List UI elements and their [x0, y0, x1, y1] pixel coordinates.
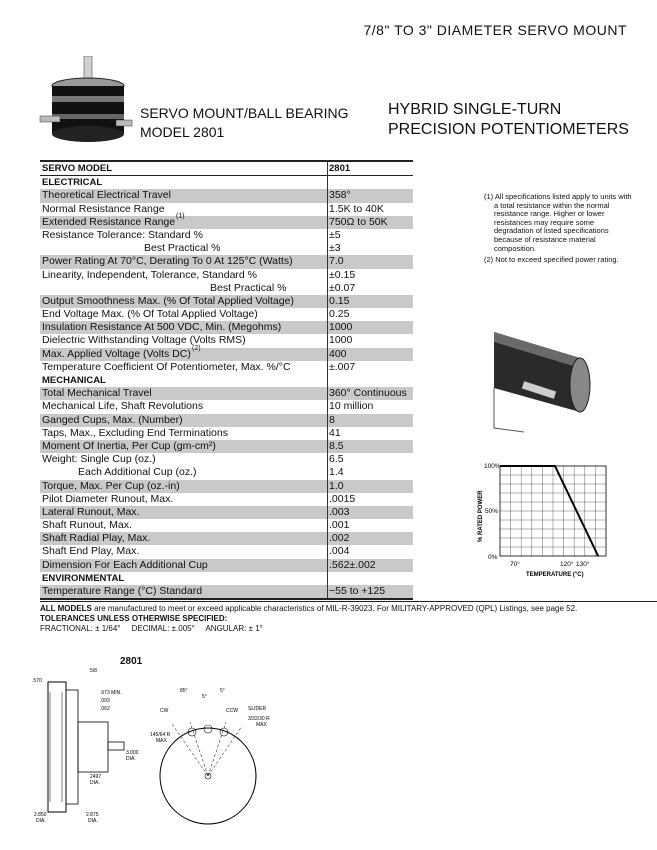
- table-row: [40, 229, 413, 242]
- dim-673: .673 MIN.: [100, 690, 122, 696]
- graph-y-tick-50: 50%: [485, 508, 499, 515]
- tolerance-notes: [40, 604, 640, 634]
- row-label: Insulation Resistance At 500 VDC, Min. (Megohms): [42, 321, 282, 334]
- angle-5b: 5°: [220, 688, 225, 694]
- table-row: [40, 400, 413, 413]
- row-value: .562±.002: [329, 558, 376, 571]
- table-row: [40, 189, 413, 202]
- derating-graph: [470, 458, 610, 580]
- row-label: Each Additional Cup (oz.): [78, 466, 197, 479]
- tolerances-heading: TOLERANCES UNLESS OTHERWISE SPECIFIED:: [40, 614, 228, 623]
- row-value: 0.15: [329, 294, 350, 307]
- row-value: −55 to +125: [329, 585, 386, 597]
- all-models-text: are manufactured to meet or exceed applicable characteristics of MIL-R-39023. For MILITARY-APPROVED (QPL) Listings, see page 52.: [91, 604, 578, 613]
- row-value: 10 million: [329, 400, 374, 413]
- dim-3000-dia: DIA.: [126, 756, 136, 762]
- row-value: .001: [329, 519, 350, 532]
- row-value: 1000: [329, 334, 353, 347]
- dim-3000: 3.000: [126, 750, 139, 756]
- col-model-header: SERVO MODEL: [42, 163, 113, 174]
- row-label: Output Smoothness Max. (% Of Total Applied Voltage): [42, 294, 294, 307]
- table-row: [40, 282, 413, 295]
- table-row: [40, 361, 413, 374]
- dim-2875: 2.875: [86, 812, 99, 818]
- tolerance-fractional: FRACTIONAL: ± 1/64°: [40, 624, 121, 633]
- footnote-2: (2) Not to exceed specified power rating.: [484, 255, 619, 265]
- drawing-model-label: 2801: [120, 656, 143, 667]
- table-row: [40, 506, 413, 519]
- dim-570: .570: [32, 678, 42, 684]
- table-header-row: [40, 160, 413, 176]
- product-photo: [36, 56, 136, 148]
- row-label: End Voltage Max. (% Of Total Applied Voltage): [42, 308, 258, 321]
- row-label: ELECTRICAL: [42, 177, 103, 189]
- spec-rows: [40, 176, 413, 598]
- all-models-note: [40, 604, 640, 614]
- table-row: [40, 414, 413, 427]
- label-radius-2: 145/64 R: [150, 732, 171, 738]
- label-radius-1: 3/32/30 R: [248, 716, 270, 722]
- graph-y-label: % RATED POWER: [478, 490, 484, 542]
- table-row: [40, 545, 413, 558]
- table-row: [40, 585, 413, 598]
- table-row: [40, 269, 413, 282]
- row-value: 8: [329, 413, 335, 426]
- table-row: Extended Resistance Range (1) 750Ω to 50K: [40, 216, 413, 229]
- table-row: [40, 453, 413, 466]
- table-row: [40, 321, 413, 334]
- page-rule: [40, 601, 657, 602]
- dim-093: .093: [100, 698, 110, 704]
- section-header-row: [40, 176, 413, 189]
- servo-title: [140, 104, 349, 142]
- row-value: .0015: [329, 492, 356, 505]
- row-value: 750Ω to 50K: [329, 215, 388, 228]
- row-label: Mechanical Life, Shaft Revolutions: [42, 400, 204, 413]
- angle-5a: 5°: [202, 694, 207, 700]
- section-header-row: [40, 374, 413, 387]
- dim-2497: 2497: [90, 774, 102, 780]
- dim-062: .062: [100, 706, 110, 712]
- row-label: Normal Resistance Range: [42, 202, 165, 215]
- row-label: Extended Resistance Range: [42, 215, 176, 228]
- row-label: Total Mechanical Travel: [42, 387, 152, 400]
- col-value-header: 2801: [329, 163, 351, 174]
- servo-title-line2: MODEL 2801: [140, 124, 225, 140]
- row-label: MECHANICAL: [42, 375, 106, 386]
- dimension-drawing: [30, 652, 310, 832]
- label-ccw: CCW: [226, 708, 238, 714]
- table-row: [40, 203, 413, 216]
- tolerance-decimal: DECIMAL: ±.005°: [131, 624, 195, 633]
- row-value: 7.0: [329, 255, 344, 268]
- row-label: Weight: Single Cup (oz.): [42, 453, 156, 466]
- row-value: 1.4: [329, 466, 344, 479]
- row-label: Max. Applied Voltage (Volts DC): [42, 347, 191, 360]
- section-header-row: [40, 572, 413, 585]
- row-value: ±0.15: [329, 268, 356, 281]
- table-row: [40, 559, 413, 572]
- table-row: [40, 334, 413, 347]
- row-value: 1.0: [329, 479, 344, 492]
- table-row: [40, 519, 413, 532]
- row-label: Torque, Max. Per Cup (oz.-in): [42, 479, 180, 492]
- row-value: 1.5K to 40K: [329, 202, 384, 215]
- all-models-bold: ALL MODELS: [40, 604, 92, 613]
- row-value: 6.5: [329, 453, 344, 466]
- row-label: Ganged Cups, Max. (Number): [42, 413, 183, 426]
- tolerance-values: [40, 624, 640, 634]
- footnotes: [484, 193, 634, 268]
- row-label: Shaft Runout, Max.: [42, 519, 132, 532]
- row-value: 0.25: [329, 308, 350, 321]
- table-row: [40, 532, 413, 545]
- label-radius-1-max: MAX: [256, 722, 267, 728]
- graph-x-label: TEMPERATURE (°C): [526, 572, 584, 578]
- row-label: Resistance Tolerance: Standard %: [42, 228, 203, 241]
- row-label: Dimension For Each Additional Cup: [42, 558, 208, 571]
- row-value: 360° Continuous: [329, 387, 407, 400]
- row-label: ENVIRONMENTAL: [42, 572, 125, 584]
- dim-2850-dia: DIA.: [36, 818, 46, 824]
- footnote-1: (1) All specifications listed apply to units with a total resistance within the normal resistance range. Higher or lower resistances may require some degradation of listed specifications because of resistance material composition.: [484, 192, 632, 253]
- row-label: Pilot Diameter Runout, Max.: [42, 492, 174, 505]
- table-row: [40, 308, 413, 321]
- row-value: ±0.07: [329, 281, 356, 294]
- row-value: 8.5: [329, 439, 344, 452]
- table-row: [40, 427, 413, 440]
- table-row: [40, 295, 413, 308]
- row-value: ±5: [329, 228, 341, 241]
- row-label: Shaft Radial Play, Max.: [42, 532, 151, 545]
- dim-2850: 2.850: [34, 812, 47, 818]
- row-value: 358°: [329, 189, 351, 202]
- row-value: 400: [329, 347, 347, 360]
- servo-title-line1: SERVO MOUNT/BALL BEARING: [140, 105, 349, 121]
- row-label: Moment Of Inertia, Per Cup (gm-cm²): [42, 439, 216, 452]
- table-row: [40, 440, 413, 453]
- row-value: 41: [329, 426, 341, 439]
- series-header: 7/8" TO 3" DIAMETER SERVO MOUNT: [363, 22, 627, 38]
- row-label: Dielectric Withstanding Voltage (Volts RMS): [42, 334, 246, 347]
- row-label: Temperature Coefficient Of Potentiometer, Max. %/°C: [42, 360, 291, 373]
- row-label: Lateral Runout, Max.: [42, 505, 140, 518]
- hybrid-title-line2: PRECISION POTENTIOMETERS: [388, 121, 629, 138]
- tolerance-angular: ANGULAR: ± 1°: [205, 624, 263, 633]
- row-value: ±.007: [329, 360, 356, 373]
- spec-table: [40, 160, 413, 598]
- dim-5-8: 5/8: [90, 668, 97, 674]
- table-row: [40, 493, 413, 506]
- label-cw: CW: [160, 708, 169, 714]
- hybrid-title-line1: HYBRID SINGLE-TURN: [388, 101, 562, 118]
- table-row: Max. Applied Voltage (Volts DC) (2) 400: [40, 348, 413, 361]
- product-side-photo: [484, 328, 596, 436]
- dim-2497-dia: DIA.: [90, 780, 100, 786]
- row-value: .003: [329, 505, 350, 518]
- table-row: [40, 242, 413, 255]
- graph-x-tick-120: 120°: [560, 561, 574, 568]
- row-label: Linearity, Independent, Tolerance, Standard %: [42, 268, 258, 281]
- graph-y-tick-100: 100%: [484, 463, 501, 470]
- table-row: [40, 480, 413, 493]
- label-radius-2-max: MAX: [156, 738, 167, 744]
- row-label: Power Rating At 70°C, Derating To 0 At 125°C (Watts): [42, 255, 293, 268]
- hybrid-title: [388, 100, 629, 140]
- row-value: 1000: [329, 321, 353, 334]
- graph-x-tick-130: 130°: [576, 561, 590, 568]
- table-row: [40, 255, 413, 268]
- row-label: Taps, Max., Excluding End Terminations: [42, 426, 228, 439]
- row-label: Theoretical Electrical Travel: [42, 189, 171, 202]
- row-label: Best Practical %: [210, 281, 287, 294]
- dim-2875-dia: DIA.: [88, 818, 98, 824]
- angle-85: 85°: [180, 688, 188, 694]
- graph-grid: [500, 466, 606, 556]
- row-value: .002: [329, 532, 350, 545]
- row-label: Shaft End Play, Max.: [42, 545, 140, 558]
- row-value: .004: [329, 545, 350, 558]
- row-label: Temperature Range (°C) Standard: [42, 585, 203, 597]
- row-label: Best Practical %: [144, 242, 221, 255]
- label-slider: SLIDER: [248, 706, 267, 712]
- row-value: ±3: [329, 242, 341, 255]
- column-divider: [327, 160, 328, 598]
- table-bottom-rule: [40, 598, 413, 600]
- table-row: [40, 387, 413, 400]
- graph-x-tick-70: 70°: [510, 561, 520, 568]
- graph-y-tick-0: 0%: [488, 554, 498, 561]
- table-row: [40, 466, 413, 479]
